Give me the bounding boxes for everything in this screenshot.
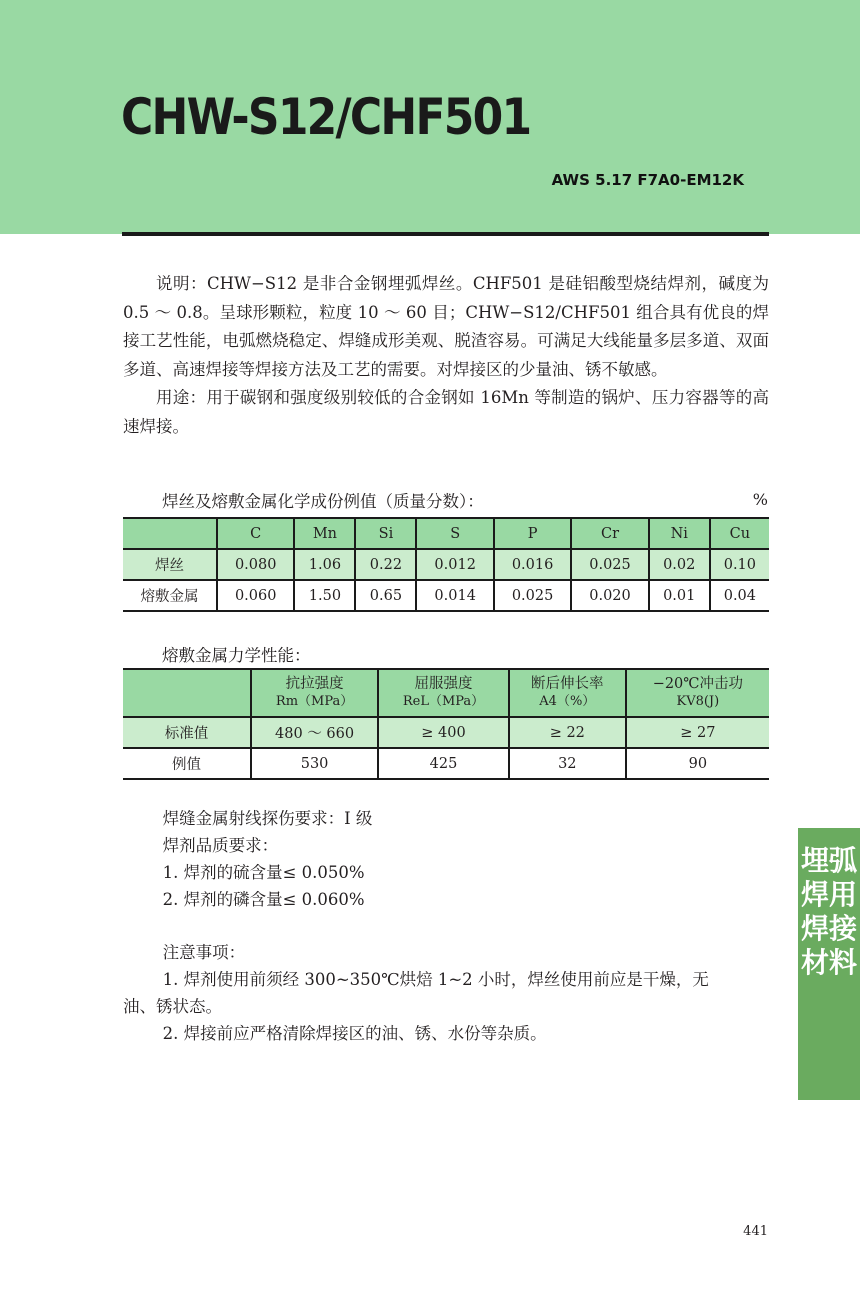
header-cell (123, 669, 251, 717)
mechanical-table (123, 668, 769, 780)
header-line: −20℃冲击功 (652, 676, 744, 692)
table-cell: 0.04 (710, 580, 769, 611)
table-row (123, 717, 769, 748)
header-line: 断后伸长率 (531, 676, 604, 692)
table-cell: 0.014 (416, 580, 493, 611)
table-cell: 1.06 (294, 549, 355, 580)
table-cell: 0.080 (217, 549, 294, 580)
header-divider (122, 232, 769, 236)
row-label: 标准值 (164, 726, 209, 742)
header-cell: P (494, 518, 571, 549)
table-cell: 32 (509, 748, 626, 779)
header-cell (509, 669, 626, 717)
table-cell: 0.060 (217, 580, 294, 611)
table-cell: ≥ 400 (378, 717, 509, 748)
table-row (123, 748, 769, 779)
flux-quality-title: 焊剂品质要求： (162, 836, 279, 855)
radiography-line (123, 805, 769, 832)
table-row (123, 580, 769, 611)
usage-text: 用于碳钢和强度级别较低的合金钢如 16Mn 等制造的锅炉、压力容器等的高速焊接。 (123, 388, 769, 436)
table-row (123, 549, 769, 580)
table-cell: 0.020 (571, 580, 648, 611)
table-cell: 0.025 (571, 549, 648, 580)
chemistry-table (123, 517, 769, 612)
header-cell: Mn (294, 518, 355, 549)
table-cell: 0.02 (649, 549, 710, 580)
description-text: CHW−S12 是非合金钢埋弧焊丝。CHF501 是硅铝酸型烧结焊剂，碱度为 0.5 ～ 0.8。呈球形颗粒，粒度 10 ～ 60 目；CHW−S12/CHF501 组合具有优良的焊接工艺性能，电弧燃烧稳定、焊缝成形美观、脱渣容易。可满足大线能量多层多道、双面多道、高速焊接等焊接方法及工艺的需要。对焊接区的少量油、锈不敏感。 (123, 274, 770, 379)
table-cell: 480 ～ 660 (251, 717, 378, 748)
side-tab-label: 埋弧焊用焊接材料 (800, 844, 857, 979)
header-cell: S (416, 518, 493, 549)
requirements-block (123, 805, 769, 913)
table-cell: 0.65 (355, 580, 416, 611)
header-cell: Cr (571, 518, 648, 549)
table-cell: 0.10 (710, 549, 769, 580)
table-header-row (123, 518, 769, 549)
description-paragraph (123, 270, 769, 384)
section-side-tab (798, 828, 860, 1100)
header-cell: Si (355, 518, 416, 549)
header-band (0, 0, 860, 234)
row-label: 例值 (172, 757, 201, 773)
description-block (123, 270, 769, 441)
chemistry-title: 焊丝及熔敷金属化学成份例值（质量分数）： (162, 492, 484, 511)
header-line: 屈服强度 (414, 676, 473, 692)
radiography-label: 焊缝金属射线探伤要求： (162, 809, 345, 828)
notes-block (123, 939, 769, 1047)
table-cell: 0.016 (494, 549, 571, 580)
mechanical-title: 熔敷金属力学性能： (162, 646, 311, 665)
notes-title: 注意事项： (162, 943, 246, 962)
usage-label: 用途： (156, 388, 207, 407)
table-cell: ≥ 22 (509, 717, 626, 748)
table-cell: 0.012 (416, 549, 493, 580)
header-cell (626, 669, 769, 717)
list-item: 2. 焊剂的磷含量≤ 0.060% (162, 890, 365, 909)
table-cell: 530 (251, 748, 378, 779)
header-cell (251, 669, 378, 717)
header-cell (378, 669, 509, 717)
list-item-continuation: 油、锈状态。 (123, 997, 222, 1016)
table-cell: 0.01 (649, 580, 710, 611)
description-label: 说明： (156, 274, 207, 293)
list-item: 2. 焊接前应严格清除焊接区的油、锈、水份等杂质。 (162, 1024, 547, 1043)
table-cell: 1.50 (294, 580, 355, 611)
header-unit: ReL（MPa） (402, 694, 485, 709)
header-cell: C (217, 518, 294, 549)
table-cell: 0.22 (355, 549, 416, 580)
radiography-value: I 级 (344, 809, 373, 828)
page-title: CHW-S12/CHF501 (121, 88, 531, 146)
header-unit: Rm（MPa） (275, 694, 354, 709)
header-unit: KV8(J) (676, 694, 720, 709)
table-header-row (123, 669, 769, 717)
header-cell (123, 518, 217, 549)
page-number: 441 (743, 1224, 768, 1239)
list-item: 1. 焊剂的硫含量≤ 0.050% (162, 863, 365, 882)
row-label: 焊丝 (155, 558, 184, 574)
table-cell: 425 (378, 748, 509, 779)
aws-standard-label: AWS 5.17 F7A0-EM12K (551, 171, 744, 189)
table-cell: ≥ 27 (626, 717, 769, 748)
chemistry-unit: % (752, 490, 768, 509)
header-unit: A4（%） (539, 694, 596, 709)
usage-paragraph (123, 384, 769, 441)
header-line: 抗拉强度 (285, 676, 344, 692)
header-cell: Cu (710, 518, 769, 549)
list-item: 1. 焊剂使用前须经 300~350℃烘焙 1~2 小时，焊丝使用前应是干燥，无 (162, 970, 709, 989)
header-cell: Ni (649, 518, 710, 549)
table-cell: 90 (626, 748, 769, 779)
row-label: 熔敷金属 (140, 589, 199, 605)
table-cell: 0.025 (494, 580, 571, 611)
